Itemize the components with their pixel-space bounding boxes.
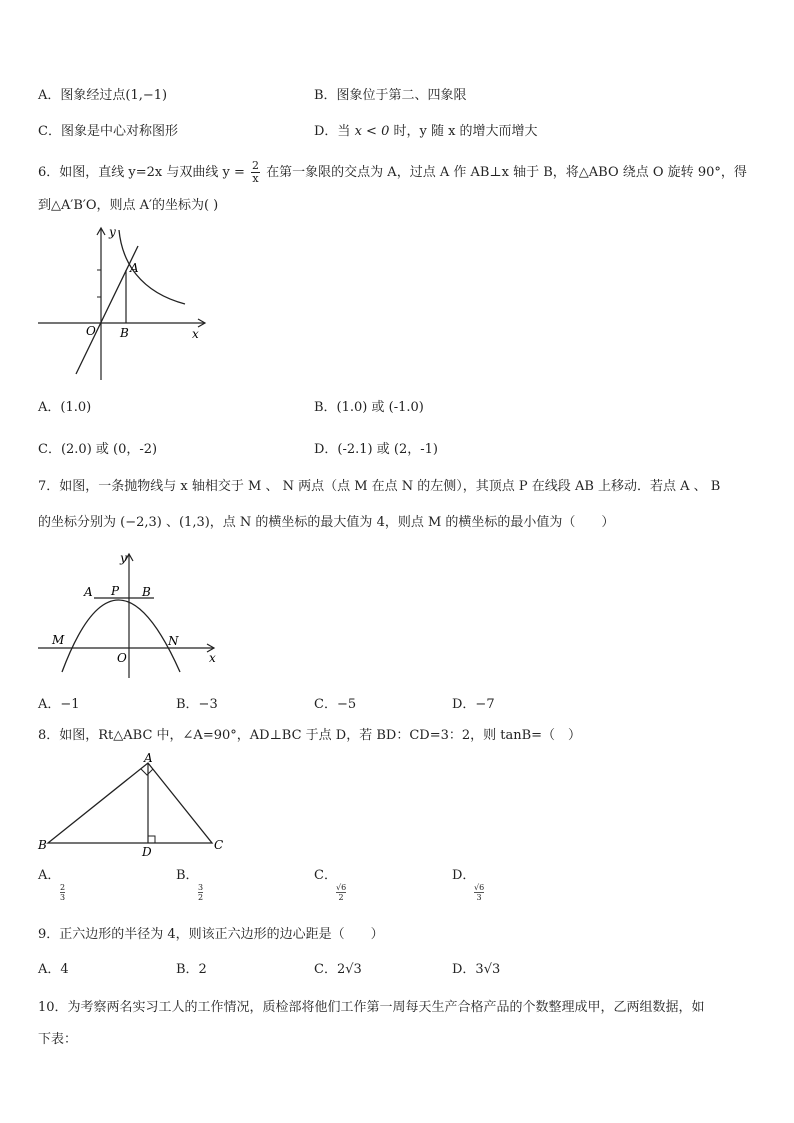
q8-option-b-label: B． xyxy=(176,868,199,883)
q7-label-n: N xyxy=(168,634,179,648)
q7-label-p: P xyxy=(111,584,120,598)
q6-stem-post: 在第一象限的交点为 A，过点 A 作 AB⊥x 轴于 B，将△ABO 绕点 O 旋转 90°，得 xyxy=(266,165,747,180)
q8-triangle-abc xyxy=(48,763,212,843)
q6-label-o: O xyxy=(86,324,96,338)
q8-option-d-label: D． xyxy=(452,868,476,883)
q8-label-d: D xyxy=(142,845,152,859)
q8-label-a: A xyxy=(144,751,153,765)
q7-option-b: B．−3 xyxy=(176,697,218,712)
q10-stem-line2: 下表： xyxy=(38,1032,78,1047)
q7-label-b: B xyxy=(142,585,151,599)
q9-stem: 9．正六边形的半径为 4，则该正六边形的边心距是（ ） xyxy=(38,927,384,942)
q9-option-a: A．4 xyxy=(38,962,69,977)
q8-option-a xyxy=(38,864,65,902)
q8-option-d-den: 3 xyxy=(476,893,482,902)
q6-option-a: A．(1.0) xyxy=(38,400,92,415)
q7-option-c: C．−5 xyxy=(314,697,357,712)
q8-right-angle-a xyxy=(141,769,153,775)
q6-line-y2x xyxy=(76,246,138,374)
q8-option-d-num: √6 xyxy=(474,883,485,892)
q8-option-b-den: 2 xyxy=(198,893,204,902)
q6-option-b: B．(1.0) 或 (-1.0) xyxy=(314,400,424,415)
q8-option-c-label: C． xyxy=(314,868,337,883)
q7-label-a: A xyxy=(84,585,93,599)
q8-option-a-frac xyxy=(60,883,65,902)
q8-option-c-den: 2 xyxy=(338,893,344,902)
q8-option-a-num: 2 xyxy=(60,883,66,892)
q10-stem-line1: 10．为考察两名实习工人的工作情况，质检部将他们工作第一周每天生产合格产品的个数整理成甲，乙两组数据，如 xyxy=(38,1000,705,1015)
q6-label-x: x xyxy=(192,327,199,341)
q6-option-c: C．(2.0) 或 (0，-2) xyxy=(38,442,158,457)
q8-option-b-frac xyxy=(198,883,203,902)
q8-option-c xyxy=(314,864,346,902)
q6-stem-line2: 到△A′B′O，则点 A′的坐标为( ) xyxy=(38,198,219,213)
q6-label-b: B xyxy=(120,326,129,340)
q6-fraction-den: x xyxy=(252,172,259,185)
q9-option-d: D．3√3 xyxy=(452,962,501,977)
q7-stem-line1: 7．如图，一条抛物线与 x 轴相交于 M 、 N 两点（点 M 在点 N 的左侧），其顶点 P 在线段 AB 上移动．若点 A 、 B xyxy=(38,479,721,494)
q6-hyperbola xyxy=(119,230,185,304)
q8-option-b xyxy=(176,864,203,902)
q8-stem: 8．如图，Rt△ABC 中，∠A=90°，AD⊥BC 于点 D，若 BD：CD=3：2，则 tanB=（ ） xyxy=(38,728,582,743)
q6-stem-pre: 6．如图，直线 y=2x 与双曲线 y = xyxy=(38,165,245,180)
q7-label-y: y xyxy=(120,551,127,565)
q8-right-angle-d xyxy=(148,836,155,843)
q8-option-d xyxy=(452,864,484,902)
q8-option-c-num: √6 xyxy=(336,883,347,892)
q7-figure xyxy=(34,548,224,683)
q5-option-c: C．图象是中心对称图形 xyxy=(38,124,178,139)
q7-stem-line2: 的坐标分别为 (−2,3) 、(1,3)，点 N 的横坐标的最大值为 4，则点 M 的横坐标的最小值为（ ） xyxy=(38,515,615,530)
q8-option-d-frac xyxy=(474,883,484,902)
q5-option-b: B．图象位于第二、四象限 xyxy=(314,88,467,103)
q6-figure xyxy=(30,222,215,387)
q8-option-c-frac xyxy=(336,883,346,902)
q7-option-d: D．−7 xyxy=(452,697,495,712)
q5-option-d-pre: D．当 xyxy=(314,124,351,139)
q7-label-m: M xyxy=(52,633,65,647)
q6-fraction-num: 2 xyxy=(252,159,260,172)
q7-option-a: A．−1 xyxy=(38,697,80,712)
q5-option-d-math: x < 0 xyxy=(354,124,390,139)
q8-option-a-den: 3 xyxy=(60,893,66,902)
q7-label-x: x xyxy=(209,651,216,665)
q9-option-c: C．2√3 xyxy=(314,962,362,977)
q8-label-b: B xyxy=(38,838,47,852)
q8-figure xyxy=(34,750,234,860)
q8-option-a-label: A． xyxy=(38,868,61,883)
q6-fraction xyxy=(251,160,260,185)
q5-option-a: A．图象经过点(1,−1) xyxy=(38,88,168,103)
q5-option-d-post: 时，y 随 x 的增大而增大 xyxy=(393,124,538,139)
q6-label-a: A xyxy=(130,261,139,275)
q8-label-c: C xyxy=(214,838,224,852)
q7-label-o: O xyxy=(117,651,127,665)
q6-stem-line1 xyxy=(38,160,747,185)
q9-option-b: B．2 xyxy=(176,962,207,977)
q8-option-b-num: 3 xyxy=(198,883,204,892)
q6-option-d: D．(-2.1) 或 (2，-1) xyxy=(314,442,438,457)
q5-option-d xyxy=(314,122,538,142)
q6-label-y: y xyxy=(109,225,116,239)
